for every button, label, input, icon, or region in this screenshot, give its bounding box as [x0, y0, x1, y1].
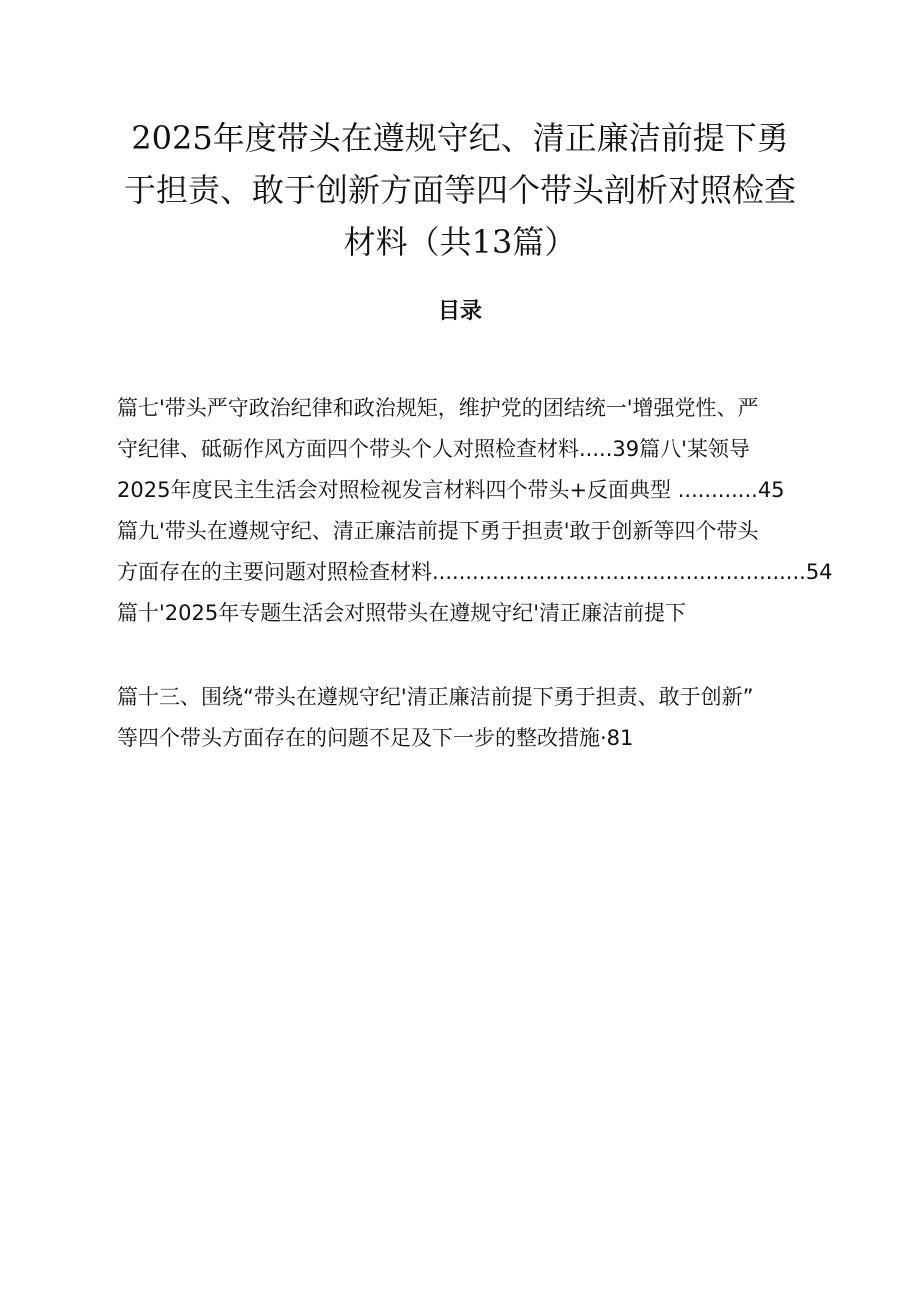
toc-line: 方面存在的主要问题对照检查材料........................................................54	[117, 560, 833, 584]
toc-line: 篇十'2025年专题生活会对照带头在遵规守纪'清正廉洁前提下	[117, 601, 686, 625]
title-line-1: 2025年度带头在遵规守纪、清正廉洁前提下勇	[131, 119, 789, 157]
title-line-2: 于担责、敢于创新方面等四个带头剖析对照检查	[123, 171, 796, 209]
title-line-3: 材料（共13篇）	[343, 223, 577, 261]
toc-line: 2025年度民主生活会对照检视发言材料四个带头+反面典型 ............45	[117, 478, 785, 502]
toc-line: 篇九'带头在遵规守纪、清正廉洁前提下勇于担责'敢于创新等四个带头	[117, 519, 759, 543]
document-title	[110, 112, 810, 268]
toc-line: 篇七'带头严守政治纪律和政治规矩，维护党的团结统一'增强党性、严	[117, 396, 759, 420]
toc-spacer	[117, 634, 837, 677]
toc-line: 守纪律、砥砺作风方面四个带头个人对照检查材料.....39篇八'某领导	[117, 437, 750, 461]
toc-heading: 目录	[437, 299, 482, 324]
table-of-contents	[117, 388, 837, 759]
toc-line: 等四个带头方面存在的问题不足及下一步的整改措施·81	[117, 726, 634, 750]
toc-line: 篇十三、围绕“带头在遵规守纪'清正廉洁前提下勇于担责、敢于创新”	[117, 685, 754, 709]
